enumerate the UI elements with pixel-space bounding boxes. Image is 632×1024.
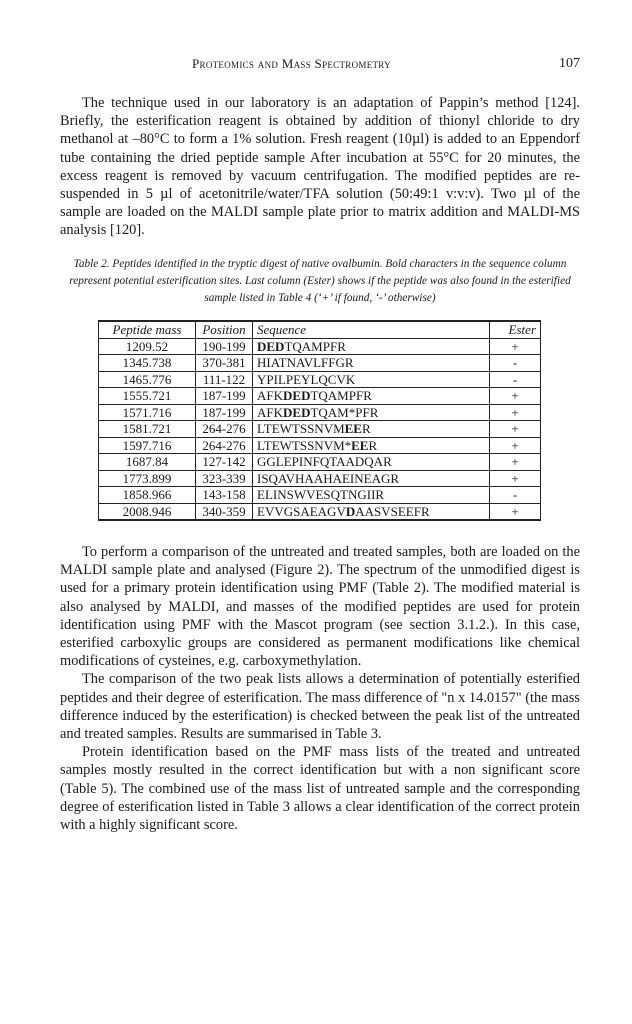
cell-position: 264-276 (196, 421, 253, 438)
cell-ester: + (490, 404, 541, 421)
cell-sequence (253, 338, 490, 355)
peptide-table (98, 320, 541, 521)
cell-position: 187-199 (196, 404, 253, 421)
cell-position: 340-359 (196, 503, 253, 520)
cell-ester: - (490, 371, 541, 388)
table-row (99, 487, 541, 504)
sequence-segment: GGLEPINFQTAADQAR (257, 454, 392, 470)
paragraph-peak-lists: The comparison of the two peak lists allows a determination of potentially esterified peptides and their degree of esterification. The mass difference of "n x 14.0157" (the mass difference induced by the esterification) is checked between the peak list of the untreated and treated samples. Results are summarised in Table 3. (60, 671, 580, 743)
table-caption: Table 2. Peptides identified in the tryptic digest of native ovalbumin. Bold characters in the sequence column represent potential esterification sites. Last column (Ester) shows if the peptide was also found in the esterified sample listed in Table 4 (‘+’ if found, ‘-’ otherwise) (69, 258, 571, 304)
table-row (99, 454, 541, 471)
cell-position: 143-158 (196, 487, 253, 504)
table-row (99, 503, 541, 520)
cell-sequence (253, 404, 490, 421)
cell-ester: + (490, 470, 541, 487)
cell-peptide-mass: 1465.776 (99, 371, 196, 388)
cell-sequence (253, 470, 490, 487)
paragraph-identification: Protein identification based on the PMF mass lists of the treated and untreated samples mostly resulted in the correct identification but with a non significant score (Table 5). The combined use of the mass list of untreated sample and the corresponding degree of esterification listed in Table 3 allows a clear identification of the correct protein with a highly significant score. (60, 744, 580, 834)
sequence-segment: EVVGSAEAGV (257, 503, 346, 519)
cell-peptide-mass: 1581.721 (99, 421, 196, 438)
cell-peptide-mass: 1773.899 (99, 470, 196, 487)
sequence-segment: YPILPEYLQCVK (257, 371, 356, 387)
cell-position: 111-122 (196, 371, 253, 388)
sequence-segment: TQAM*PFR (310, 404, 379, 420)
cell-sequence (253, 503, 490, 520)
sequence-esterification-site: EE (351, 437, 369, 453)
cell-peptide-mass: 1597.716 (99, 437, 196, 454)
sequence-esterification-site: D (345, 503, 356, 519)
cell-ester: + (490, 454, 541, 471)
cell-sequence (253, 355, 490, 372)
cell-peptide-mass: 1687.84 (99, 454, 196, 471)
sequence-segment: HIATNAVLFFGR (257, 355, 354, 371)
sequence-segment: TQAMPFR (310, 388, 372, 404)
header-ester: Ester (490, 321, 541, 338)
cell-position: 370-381 (196, 355, 253, 372)
cell-peptide-mass: 1858.966 (99, 487, 196, 504)
header-sequence: Sequence (253, 321, 490, 338)
sequence-esterification-site: DED (257, 338, 285, 354)
body-text-after-table (60, 543, 580, 834)
cell-sequence (253, 454, 490, 471)
cell-sequence (253, 437, 490, 454)
table-row (99, 371, 541, 388)
header-peptide-mass: Peptide mass (99, 321, 196, 338)
sequence-esterification-site: DED (283, 404, 311, 420)
running-head (60, 56, 580, 74)
sequence-segment: LTEWTSSNVM* (257, 437, 352, 453)
paragraph-method: The technique used in our laboratory is an adaptation of Pappin’s method [124]. Briefly, the esterification reagent is obtained by addition of thionyl chloride to dry methanol at –80°C to form a 1% solution. Fresh reagent (10µl) is added to an Eppendorf tube containing the dried peptide sample After incubation at 55°C for 20 minutes, the excess reagent is removed by vacuum centrifugation. The modified peptides are re-suspended in 5 µl of acetonitrile/water/TFA solution (50:49:1 v:v:v). Two µl of the sample are loaded on the MALDI sample plate prior to matrix addition and MALDI-MS analysis [120]. (60, 95, 580, 239)
table-row (99, 470, 541, 487)
table-row (99, 388, 541, 405)
sequence-segment: ISQAVHAAHAEINEAGR (257, 470, 400, 486)
cell-sequence (253, 388, 490, 405)
cell-position: 190-199 (196, 338, 253, 355)
sequence-segment: LTEWTSSNVM (257, 421, 345, 437)
sequence-segment: R (368, 437, 378, 453)
sequence-segment: R (361, 421, 371, 437)
cell-ester: - (490, 487, 541, 504)
cell-ester: + (490, 388, 541, 405)
cell-ester: + (490, 338, 541, 355)
running-head-title: Proteomics and Mass Spectrometry (192, 56, 391, 71)
sequence-esterification-site: DED (283, 388, 311, 404)
table-row (99, 338, 541, 355)
sequence-segment: TQAMPFR (284, 338, 346, 354)
cell-position: 264-276 (196, 437, 253, 454)
sequence-segment: AASVSEEFR (355, 503, 430, 519)
cell-ester: + (490, 503, 541, 520)
cell-sequence (253, 487, 490, 504)
table-row (99, 437, 541, 454)
cell-sequence (253, 371, 490, 388)
cell-position: 323-339 (196, 470, 253, 487)
sequence-segment: ELINSWVESQTNGIIR (257, 487, 385, 503)
sequence-esterification-site: EE (344, 421, 362, 437)
cell-peptide-mass: 1209.52 (99, 338, 196, 355)
header-position: Position (196, 321, 253, 338)
table-row (99, 355, 541, 372)
table-row (99, 421, 541, 438)
table-header-row (99, 321, 541, 338)
cell-peptide-mass: 1555.721 (99, 388, 196, 405)
cell-position: 187-199 (196, 388, 253, 405)
cell-peptide-mass: 1345.738 (99, 355, 196, 372)
cell-sequence (253, 421, 490, 438)
sequence-segment: AFK (257, 388, 284, 404)
table-row (99, 404, 541, 421)
peptide-table-container (98, 320, 541, 521)
cell-peptide-mass: 1571.716 (99, 404, 196, 421)
cell-peptide-mass: 2008.946 (99, 503, 196, 520)
paragraph-comparison: To perform a comparison of the untreated and treated samples, both are loaded on the MALDI sample plate and analysed (Figure 2). The spectrum of the unmodified digest is used for a primary protein identification using PMF (Table 2). The modified material is also analysed by MALDI, and masses of the modified peptides are used for protein identification using PMF with the Mascot program (see section 3.1.2.). In this case, esterified carboxylic groups are considered as permanent modifications like chemical modifications of cysteines, e.g. carboxymethylation. (60, 544, 580, 670)
page-number: 107 (559, 56, 580, 71)
cell-ester: + (490, 437, 541, 454)
cell-ester: + (490, 421, 541, 438)
table-body (99, 338, 541, 520)
cell-position: 127-142 (196, 454, 253, 471)
sequence-segment: AFK (257, 404, 284, 420)
cell-ester: - (490, 355, 541, 372)
